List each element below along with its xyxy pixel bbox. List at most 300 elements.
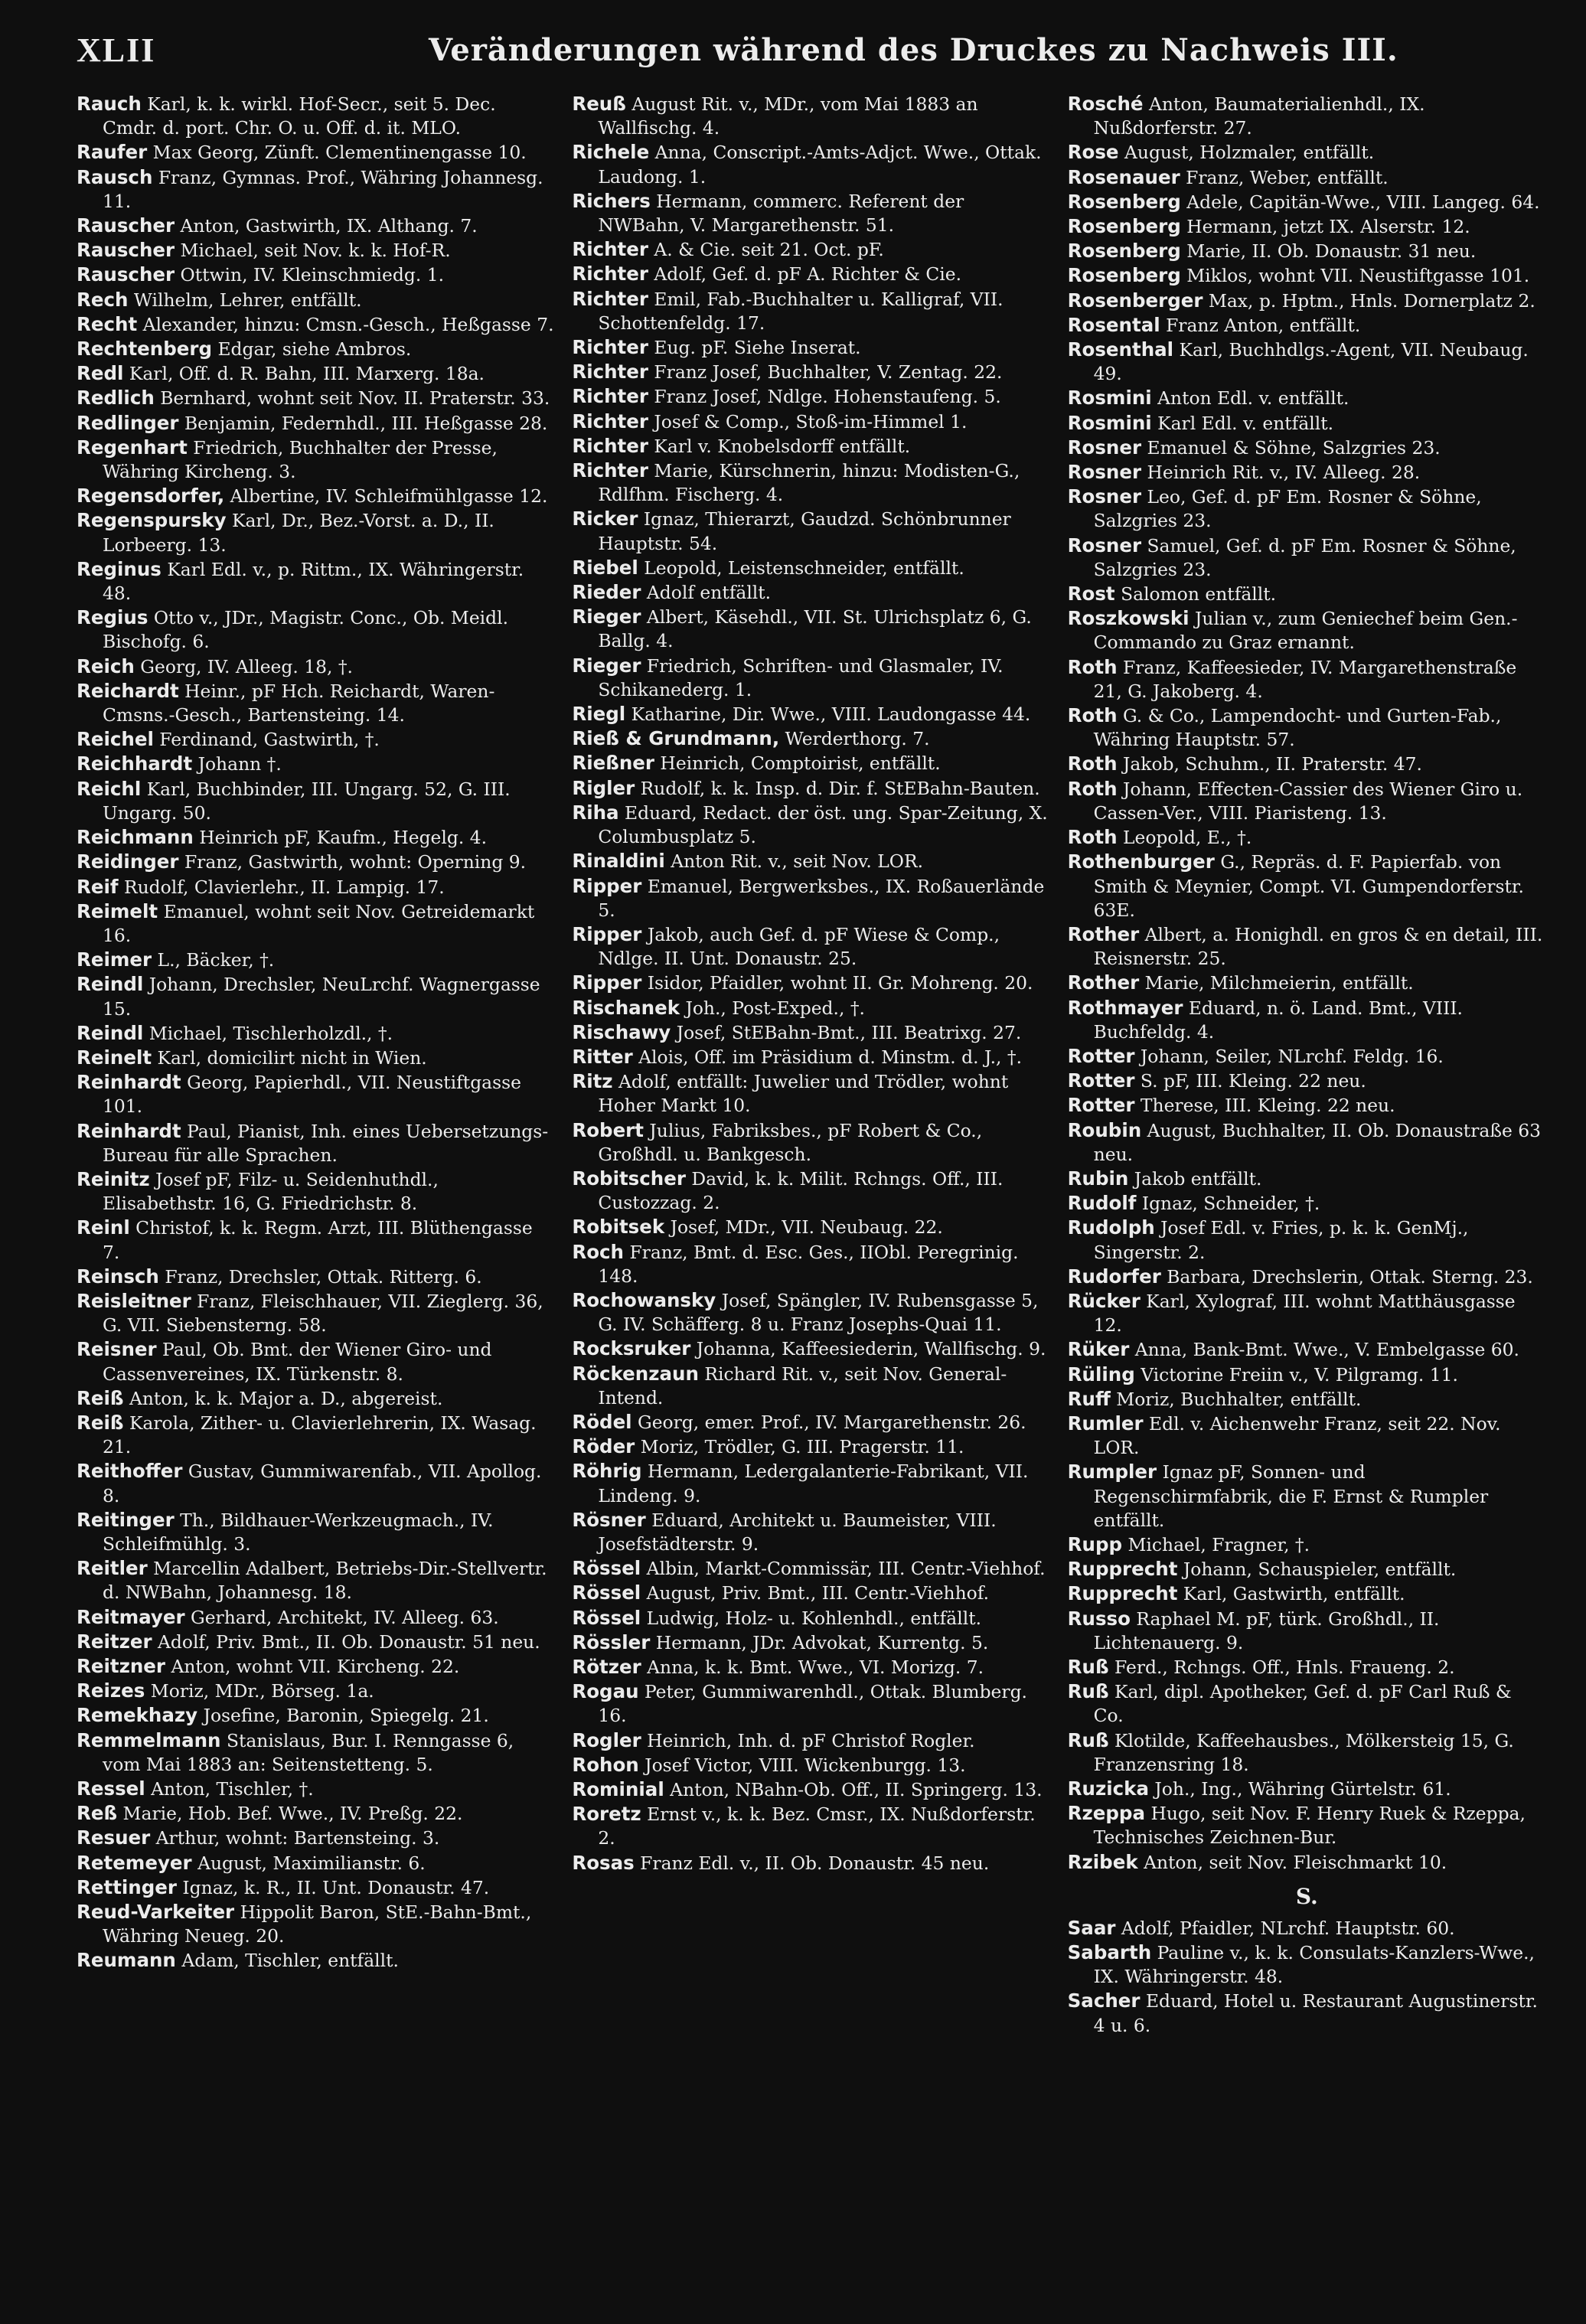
directory-entry [1068, 289, 1546, 313]
entry-name: Riha [572, 801, 619, 824]
entry-detail: Jakob entfällt. [1134, 1167, 1262, 1190]
directory-entry [572, 1337, 1050, 1361]
directory-entry [572, 580, 1050, 605]
directory-entry [77, 1459, 555, 1507]
entry-name: Reichl [77, 777, 142, 800]
entry-name: Roubin [1067, 1118, 1142, 1141]
entry-detail: Josef, StEBahn-Bmt., III. Beatrixg. 27. [676, 1021, 1022, 1043]
column-3 [1068, 92, 1546, 2304]
directory-entry [77, 972, 555, 1020]
directory-entry [1068, 1069, 1546, 1093]
directory-entry [572, 92, 1050, 140]
entry-name: Reimer [77, 948, 152, 971]
directory-entry [77, 1337, 555, 1386]
directory-entry [77, 605, 555, 654]
directory-entry [77, 1216, 555, 1264]
directory-entry [572, 189, 1050, 237]
entry-name: Rieger [572, 605, 641, 628]
directory-entry [1068, 752, 1546, 776]
entry-name: Redl [77, 362, 124, 385]
entry-name: Rieß & Grundmann, [572, 727, 780, 750]
directory-entry [77, 1630, 555, 1654]
directory-entry [77, 1728, 555, 1777]
entry-detail: Julius, Fabriksbes., pF Robert & Co., Großhdl. u. Bankgesch. [598, 1119, 983, 1165]
entry-name: Robert [572, 1118, 644, 1141]
entry-detail: Leopold, Leistenschneider, entfällt. [644, 557, 964, 579]
entry-name: Reud-Varkeiter [77, 1901, 235, 1924]
entry-name: Robitsek [572, 1216, 665, 1239]
directory-entry [77, 1386, 555, 1411]
entry-name: Reisner [77, 1338, 157, 1361]
entry-detail: August, Holzmaler, entfällt. [1124, 142, 1375, 164]
entry-detail: David, k. k. Milit. Rchngs. Off., III. Custozzag. 2. [598, 1167, 1003, 1214]
entry-name: Rudorfer [1067, 1265, 1161, 1288]
entry-detail: Jakob, auch Gef. d. pF Wiese & Comp., Ndlge. II. Unt. Donaustr. 25. [598, 923, 1000, 970]
entry-name: Rose [1067, 141, 1119, 164]
entry-detail: Ignaz, k. R., II. Unt. Donaustr. 47. [182, 1876, 490, 1898]
entry-name: Röhrig [572, 1460, 642, 1483]
entry-name: Richter [572, 410, 648, 432]
entry-detail: Edl. v. Aichenwehr Franz, seit 22. Nov. LOR. [1093, 1412, 1501, 1459]
entry-detail: Hippolit Baron, StE.-Bahn-Bmt., Währing Neueg. 20. [103, 1901, 532, 1947]
directory-entry [572, 1459, 1050, 1507]
entry-detail: August, Maximilianstr. 6. [197, 1852, 426, 1874]
entry-name: Reidinger [77, 850, 179, 873]
entry-name: Rosner [1067, 436, 1142, 459]
entry-detail: Alexander, hinzu: Cmsn.-Gesch., Heßgasse 7. [142, 313, 554, 335]
directory-entry [1068, 1044, 1546, 1069]
entry-detail: Karl, Xylograf, III. wohnt Matthäusgasse 12. [1093, 1290, 1516, 1337]
entry-detail: Franz, Gymnas. Prof., Währing Johannesg. 11. [103, 166, 543, 212]
entry-detail: Anton, seit Nov. Fleischmarkt 10. [1144, 1851, 1447, 1873]
entry-detail: Eduard, Architekt u. Baumeister, VIII. Josefstädterstr. 9. [598, 1509, 997, 1555]
entry-detail: Jakob, Schuhm., II. Praterstr. 47. [1122, 753, 1422, 775]
entry-detail: Franz Anton, entfällt. [1166, 314, 1361, 336]
entry-detail: Josef, MDr., VII. Neubaug. 22. [670, 1216, 943, 1239]
entry-name: Roch [572, 1240, 624, 1263]
entry-detail: Adele, Capitän-Wwe., VIII. Langeg. 64. [1186, 191, 1540, 213]
entry-name: Rominial [572, 1778, 664, 1801]
entry-detail: Eug. pF. Siehe Inserat. [654, 337, 861, 359]
entry-detail: Franz Josef, Ndlge. Hohenstaufeng. 5. [654, 386, 1001, 408]
directory-entry [572, 1240, 1050, 1288]
entry-name: Rüker [1067, 1338, 1130, 1361]
entry-detail: Eduard, Hotel u. Restaurant Augustinerstr. 4 u. 6. [1093, 1990, 1538, 2036]
entry-name: Reumann [77, 1949, 176, 1972]
entry-detail: Heinr., pF Hch. Reichardt, Waren-Cmsns.-Gesch., Bartensteing. 14. [103, 680, 495, 726]
directory-entry [1068, 1093, 1546, 1118]
entry-detail: Marie, Kürschnerin, hinzu: Modisten-G., Rdlfhm. Fischerg. 4. [598, 460, 1020, 506]
directory-entry [1068, 582, 1546, 606]
directory-entry [572, 1679, 1050, 1728]
directory-entry [572, 874, 1050, 922]
entry-name: Ruß [1067, 1728, 1109, 1751]
entry-detail: Franz Josef, Buchhalter, V. Zentag. 22. [654, 361, 1003, 384]
entry-detail: Heinrich, Comptoirist, entfällt. [660, 752, 941, 775]
directory-entry [77, 508, 555, 557]
page-number: XLII [77, 31, 156, 69]
entry-name: Rießner [572, 752, 654, 775]
directory-entry [1068, 1801, 1546, 1849]
entry-name: Rocksruker [572, 1337, 691, 1360]
directory-entry [1068, 1118, 1546, 1167]
entry-detail: Heinrich, Inh. d. pF Christof Rogler. [647, 1729, 975, 1751]
entry-detail: Miklos, wohnt VII. Neustiftgasse 101. [1186, 265, 1530, 287]
directory-entry [572, 1045, 1050, 1069]
entry-detail: Karl Edl. v. entfällt. [1157, 412, 1334, 434]
entry-name: Ripper [572, 922, 642, 945]
directory-entry [1068, 411, 1546, 436]
entry-name: Reisleitner [77, 1289, 191, 1312]
entry-detail: Isidor, Pfaidler, wohnt II. Gr. Mohreng. 20. [647, 972, 1033, 994]
entry-name: Rausch [77, 165, 153, 188]
entry-name: Rössel [572, 1606, 641, 1629]
entry-detail: Max Georg, Zünft. Clementinengasse 10. [152, 142, 527, 164]
entry-detail: Albert, a. Honighdl. en gros & en detail, III. Reisnerstr. 25. [1093, 923, 1543, 970]
entry-detail: Johann, Schauspieler, entfällt. [1183, 1559, 1457, 1581]
entry-name: Reich [77, 654, 135, 677]
entry-name: Rosenberg [1067, 240, 1181, 263]
entry-name: Rosner [1067, 534, 1142, 557]
directory-entry [77, 1289, 555, 1337]
entry-detail: Adam, Tischler, entfällt. [181, 1950, 399, 1972]
directory-entry [1068, 190, 1546, 214]
entry-name: Reichel [77, 728, 154, 751]
directory-entry [77, 1851, 555, 1875]
directory-entry [1068, 1581, 1546, 1606]
entry-detail: Georg, emer. Prof., IV. Margarethenstr. 26. [638, 1411, 1026, 1433]
entry-detail: Paul, Ob. Bmt. der Wiener Giro- und Cassenvereines, IX. Türkenstr. 8. [103, 1339, 492, 1385]
directory-entry [1068, 1916, 1546, 1940]
directory-entry [77, 165, 555, 214]
entry-detail: Stanislaus, Bur. I. Renngasse 6, vom Mai 1883 an: Seitenstetteng. 5. [103, 1729, 514, 1775]
directory-entry [1068, 460, 1546, 485]
directory-entry [572, 1630, 1050, 1655]
column-2 [572, 92, 1050, 2304]
entry-detail: Rudolf, Clavierlehr., II. Lampig. 17. [123, 876, 445, 898]
entry-detail: Adolf, Gef. d. pF A. Richter & Cie. [654, 263, 962, 286]
entry-detail: August Rit. v., MDr., vom Mai 1883 an Wallfischg. 4. [598, 93, 978, 139]
entry-detail: Ignaz, Thierarzt, Gaudzd. Schönbrunner Hauptstr. 54. [598, 508, 1011, 554]
directory-entry [1068, 825, 1546, 850]
entry-detail: Emanuel, wohnt seit Nov. Getreidemarkt 16. [103, 900, 535, 946]
entry-name: Richter [572, 287, 648, 310]
entry-detail: Josef Victor, VIII. Wickenburgg. 13. [645, 1754, 966, 1776]
entry-detail: Anton, wohnt VII. Kircheng. 22. [171, 1656, 460, 1677]
entry-name: Russo [1067, 1607, 1131, 1630]
entry-detail: Georg, IV. Alleeg. 18, †. [140, 655, 353, 677]
directory-entry [77, 875, 555, 899]
entry-detail: Ludwig, Holz- u. Kohlenhdl., entfällt. [646, 1607, 982, 1629]
directory-entry [572, 1753, 1050, 1777]
entry-name: Reginus [77, 557, 162, 580]
entry-detail: G. & Co., Lampendocht- und Gurten-Fab., Währing Hauptstr. 57. [1093, 705, 1502, 751]
directory-entry [77, 1826, 555, 1850]
directory-entry [1068, 165, 1546, 190]
entry-detail: Emanuel, Bergwerksbes., IX. Roßauerlände 5. [598, 875, 1045, 921]
entry-detail: Michael, Fragner, †. [1127, 1533, 1310, 1555]
entry-detail: August, Buchhalter, II. Ob. Donaustraße 63 neu. [1093, 1119, 1542, 1165]
entry-detail: Albert, Käsehdl., VII. St. Ulrichsplatz 6, G. Ballg. 4. [598, 606, 1032, 652]
entry-name: Saar [1067, 1916, 1116, 1939]
entry-name: Reif [77, 875, 119, 898]
entry-detail: Leopold, E., †. [1122, 827, 1252, 849]
entry-name: Ruß [1067, 1680, 1109, 1703]
directory-entry [572, 1851, 1050, 1875]
entry-name: Richter [572, 336, 648, 359]
entry-name: Reinl [77, 1216, 130, 1239]
entry-detail: Anna, k. k. Bmt. Wwe., VI. Morizg. 7. [647, 1657, 984, 1678]
directory-entry [572, 801, 1050, 849]
entry-name: Raufer [77, 141, 148, 164]
entry-name: Reindl [77, 1021, 144, 1044]
directory-entry [1068, 606, 1546, 654]
entry-name: Reichhardt [77, 752, 193, 775]
entry-detail: Paul, Pianist, Inh. eines Uebersetzungs-Bureau für alle Sprachen. [103, 1120, 549, 1166]
entry-detail: Josef Edl. v. Fries, p. k. k. GenMj., Singerstr. 2. [1093, 1217, 1469, 1263]
entry-name: Redlich [77, 387, 155, 410]
entry-detail: Karl, Gastwirth, entfällt. [1183, 1583, 1405, 1605]
entry-name: Rumpler [1067, 1461, 1157, 1484]
entry-name: Rosenberg [1067, 215, 1181, 238]
directory-entry [1068, 1289, 1546, 1337]
entry-detail: Victorine Freiin v., V. Pilgramg. 11. [1141, 1363, 1458, 1386]
directory-entry [1068, 534, 1546, 582]
directory-entry [572, 922, 1050, 971]
directory-entry [1068, 338, 1546, 386]
entry-name: Reimelt [77, 899, 158, 922]
entry-name: Richter [572, 434, 648, 457]
entry-detail: Johann, Drechsler, NeuLrchf. Wagnergasse 15. [103, 974, 540, 1020]
entry-detail: Peter, Gummiwarenhdl., Ottak. Blumberg. 16. [598, 1681, 1027, 1727]
entry-detail: Otto v., JDr., Magistr. Conc., Ob. Meidl. Bischofg. 6. [103, 607, 509, 653]
entry-name: Ruzicka [1067, 1777, 1149, 1800]
entry-name: Reithoffer [77, 1460, 183, 1483]
directory-entry [572, 1728, 1050, 1753]
directory-entry [1068, 1167, 1546, 1191]
entry-name: Rzibek [1067, 1850, 1138, 1873]
entry-name: Roth [1067, 777, 1118, 800]
entry-detail: Emil, Fab.-Buchhalter u. Kalligraf, VII. Schottenfeldg. 17. [598, 288, 1003, 334]
entry-detail: Franz, Weber, entfällt. [1186, 166, 1389, 188]
entry-detail: Ottwin, IV. Kleinschmiedg. 1. [180, 264, 445, 286]
directory-entry [77, 654, 555, 679]
entry-name: Rosenauer [1067, 165, 1180, 188]
directory-entry [572, 1118, 1050, 1167]
entry-name: Rosenthal [1067, 338, 1174, 361]
entry-name: Reindl [77, 973, 144, 996]
entry-name: Rupp [1067, 1532, 1123, 1555]
entry-detail: Josefine, Baronin, Spiegelg. 21. [203, 1705, 489, 1727]
entry-name: Reinsch [77, 1265, 159, 1288]
entry-detail: Ferd., Rchngs. Off., Hnls. Fraueng. 2. [1114, 1657, 1455, 1678]
entry-detail: Franz, Bmt. d. Esc. Ges., IIObl. Peregrinig. 148. [598, 1241, 1019, 1287]
directory-entry [572, 459, 1050, 507]
entry-name: Richers [572, 189, 651, 212]
directory-entry [572, 849, 1050, 873]
entry-name: Rogau [572, 1680, 639, 1703]
entry-name: Rother [1067, 971, 1140, 994]
entry-detail: Michael, Tischlerholzdl., †. [148, 1022, 393, 1044]
directory-entry [572, 702, 1050, 726]
entry-detail: Werderthorg. 7. [785, 728, 930, 750]
entry-name: Röder [572, 1435, 635, 1458]
entry-detail: Max, p. Hptm., Hnls. Dornerplatz 2. [1208, 289, 1535, 312]
entry-name: Rupprecht [1067, 1558, 1178, 1581]
entry-detail: Ernst v., k. k. Bez. Cmsr., IX. Nußdorferstr. 2. [598, 1803, 1036, 1849]
entry-detail: Anton, Baumaterialienhdl., IX. Nußdorferstr. 27. [1093, 93, 1425, 139]
entry-name: Remmelmann [77, 1728, 221, 1751]
entry-detail: Alois, Off. im Präsidium d. Minstm. d. J., †. [638, 1046, 1023, 1068]
entry-name: Rudolf [1067, 1192, 1137, 1215]
directory-entry [1068, 1363, 1546, 1387]
directory-entry [1068, 1655, 1546, 1679]
directory-entry [1068, 996, 1546, 1044]
entry-name: Rücker [1067, 1289, 1141, 1312]
entry-detail: Marie, Milchmeierin, entfällt. [1144, 972, 1414, 994]
entry-name: Ripper [572, 874, 642, 897]
entry-name: Rettinger [77, 1875, 177, 1898]
entry-name: Rischawy [572, 1020, 671, 1043]
entry-name: Rothenburger [1067, 850, 1215, 873]
entry-name: Rössel [572, 1557, 641, 1580]
entry-detail: Franz, Gastwirth, wohnt: Operning 9. [184, 851, 527, 873]
entry-name: Rauscher [77, 239, 175, 262]
entry-name: Rochowansky [572, 1288, 716, 1311]
entry-name: Roth [1067, 826, 1118, 849]
entry-detail: Raphael M. pF, türk. Großhdl., II. Lichtenauerg. 9. [1093, 1608, 1440, 1653]
directory-entry [572, 776, 1050, 801]
entry-detail: Heinrich Rit. v., IV. Alleeg. 28. [1147, 462, 1421, 484]
directory-entry [572, 654, 1050, 702]
directory-entry [77, 436, 555, 484]
entry-detail: Moriz, Trödler, G. III. Pragerstr. 11. [640, 1436, 964, 1458]
entry-detail: Karl, Dr., Bez.-Vorst. a. D., II. Lorbeerg. 13. [103, 510, 494, 556]
entry-detail: August, Priv. Bmt., III. Centr.-Viehhof. [646, 1582, 990, 1604]
entry-name: Ressel [77, 1777, 145, 1800]
directory-entry [572, 1362, 1050, 1410]
entry-detail: G., Repräs. d. F. Papierfab. von Smith & Meynier, Compt. VI. Gumpendorferstr. 63E. [1093, 851, 1524, 921]
entry-detail: Hermann, jetzt IX. Alserstr. 12. [1186, 216, 1470, 238]
entry-name: Röckenzaun [572, 1362, 699, 1385]
entry-name: Regenhart [77, 436, 188, 459]
entry-detail: Adolf entfällt. [646, 582, 772, 604]
directory-entry [77, 1900, 555, 1948]
directory-entry [572, 1215, 1050, 1239]
directory-entry [572, 556, 1050, 580]
directory-entry [77, 484, 555, 508]
directory-entry [1068, 436, 1546, 460]
directory-columns [77, 92, 1546, 2304]
entry-name: Roth [1067, 655, 1118, 678]
entry-name: Rudolph [1067, 1216, 1155, 1239]
entry-name: Reinhardt [77, 1119, 181, 1142]
entry-detail: Karl, Off. d. R. Bahn, III. Marxerg. 18a. [129, 363, 485, 385]
entry-detail: Johann, Effecten-Cassier des Wiener Giro u. Cassen-Ver., VIII. Piaristeng. 13. [1093, 778, 1523, 824]
entry-detail: Gerhard, Architekt, IV. Alleeg. 63. [191, 1606, 499, 1628]
entry-name: Rössler [572, 1630, 651, 1653]
entry-name: Rauch [77, 93, 142, 115]
entry-detail: Hermann, commerc. Referent der NWBahn, V. Margarethenstr. 51. [598, 190, 964, 237]
directory-entry [1068, 1989, 1546, 2037]
entry-name: Reitmayer [77, 1605, 185, 1628]
entry-detail: Hermann, JDr. Advokat, Kurrentg. 5. [655, 1631, 989, 1653]
directory-entry [1068, 655, 1546, 703]
entry-name: Rother [1067, 922, 1140, 945]
entry-name: Sabarth [1067, 1941, 1152, 1964]
entry-detail: Samuel, Gef. d. pF Em. Rosner & Söhne, Salzgries 23. [1093, 534, 1516, 580]
directory-entry [572, 1802, 1050, 1850]
directory-entry [572, 996, 1050, 1020]
entry-name: Rosmini [1067, 387, 1152, 410]
entry-detail: Anton, k. k. Major a. D., abgereist. [129, 1387, 443, 1409]
entry-name: Rosenberg [1067, 264, 1181, 287]
entry-name: Ruß [1067, 1656, 1109, 1678]
entry-name: Reinelt [77, 1046, 152, 1069]
entry-detail: Eduard, Redact. der öst. ung. Spar-Zeitung, X. Columbusplatz 5. [598, 801, 1048, 848]
section-heading: S. [1295, 1883, 1318, 1909]
entry-name: Rösner [572, 1508, 646, 1531]
directory-entry [77, 1046, 555, 1070]
entry-detail: Salomon entfällt. [1121, 583, 1277, 605]
directory-entry [572, 237, 1050, 262]
column-1 [77, 92, 555, 2304]
entry-detail: Ignaz, Schneider, †. [1141, 1193, 1320, 1215]
directory-entry [77, 727, 555, 752]
entry-name: Reiß [77, 1411, 124, 1434]
directory-entry [1068, 313, 1546, 338]
directory-entry [1068, 239, 1546, 263]
directory-entry [572, 335, 1050, 360]
entry-name: Rogler [572, 1728, 641, 1751]
entry-detail: Johann, Seiler, NLrchf. Feldg. 16. [1140, 1045, 1444, 1067]
entry-name: Ripper [572, 971, 642, 994]
directory-entry [572, 507, 1050, 555]
entry-detail: Anton, Gastwirth, IX. Althang. 7. [180, 215, 478, 237]
directory-entry [1068, 263, 1546, 288]
directory-entry [1068, 1387, 1546, 1412]
directory-entry [77, 777, 555, 825]
entry-name: Rauscher [77, 214, 175, 237]
entry-detail: Heinrich pF, Kaufm., Hegelg. 4. [199, 827, 488, 849]
entry-detail: Georg, Papierhdl., VII. Neustiftgasse 101. [103, 1072, 521, 1118]
entry-name: Rödel [572, 1410, 632, 1433]
entry-name: Reitzer [77, 1630, 152, 1653]
entry-name: Rotter [1067, 1044, 1135, 1067]
directory-entry [77, 214, 555, 238]
entry-detail: Therese, III. Kleing. 22 neu. [1140, 1095, 1395, 1117]
entry-detail: Karl, k. k. wirkl. Hof-Secr., seit 5. Dec. Cmdr. d. port. Chr. O. u. Off. d. it. MLO. [103, 93, 496, 139]
entry-detail: Joh., Post-Exped., †. [685, 997, 865, 1019]
entry-name: Richter [572, 361, 648, 384]
entry-name: Richele [572, 141, 650, 164]
entry-name: Roth [1067, 704, 1118, 727]
entry-name: Richter [572, 385, 648, 408]
entry-detail: Albertine, IV. Schleifmühlgasse 12. [230, 485, 548, 508]
directory-entry [77, 557, 555, 605]
entry-detail: Eduard, n. ö. Land. Bmt., VIII. Buchfeldg. 4. [1093, 997, 1463, 1043]
directory-entry [77, 1605, 555, 1630]
entry-detail: Pauline v., k. k. Consulats-Kanzlers-Wwe., IX. Währingerstr. 48. [1093, 1942, 1535, 1988]
entry-name: Richter [572, 238, 648, 261]
entry-name: Rötzer [572, 1656, 641, 1678]
directory-entry [1068, 1728, 1546, 1777]
entry-name: Rosenberger [1067, 289, 1203, 312]
directory-entry [1068, 1607, 1546, 1655]
entry-name: Reuß [572, 93, 626, 115]
directory-entry [77, 1948, 555, 1973]
directory-entry [77, 752, 555, 776]
